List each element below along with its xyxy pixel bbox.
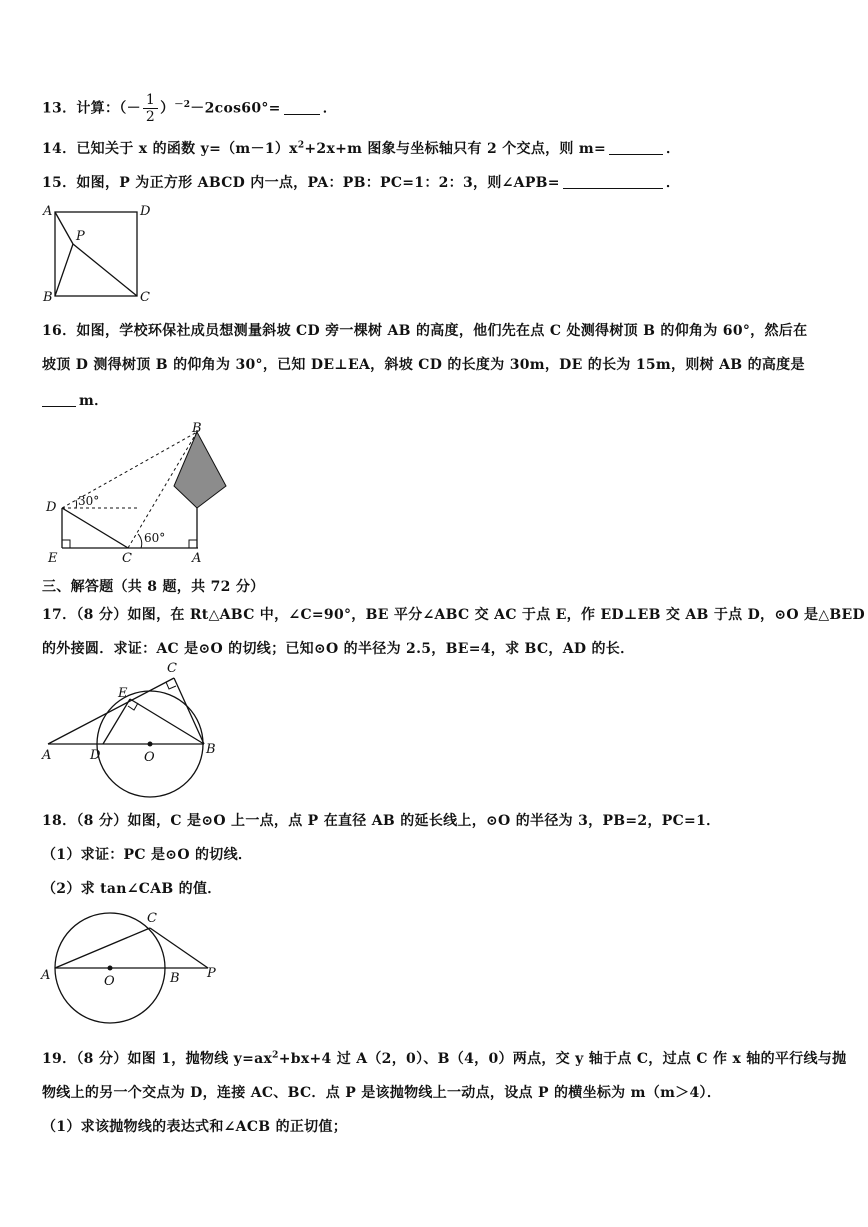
question-17-line-2: 的外接圆．求证：AC 是⊙O 的切线；已知⊙O 的半径为 2.5，BE=4，求 BC，AD 的长． <box>42 641 635 657</box>
q15-label-P: P <box>76 229 85 244</box>
question-19-line-2: 物线上的另一个交点为 D，连接 AC、BC．点 P 是该抛物线上一动点，设点 P 的横坐标为 m（m＞4）． <box>42 1085 722 1101</box>
q17-label-A: A <box>42 748 52 763</box>
question-19-sub-1: （1）求该抛物线的表达式和∠ACB 的正切值； <box>42 1119 348 1135</box>
question-18-sub-2: （2）求 tan∠CAB 的值． <box>42 881 222 897</box>
q16-label-D: D <box>46 500 57 515</box>
q17-label-C: C <box>167 661 177 676</box>
q16-label-E: E <box>48 551 58 566</box>
question-17-line-1: 17．（8 分）如图，在 Rt△ABC 中，∠C=90°，BE 平分∠ABC 交 AC 于点 E，作 ED⊥EB 交 AB 于点 D，⊙O 是△BED <box>42 607 865 623</box>
q18-label-C: C <box>147 911 157 926</box>
question-18-line-1: 18．（8 分）如图，C 是⊙O 上一点，点 P 在直径 AB 的延长线上，⊙O 的半径为 3，PB=2，PC=1． <box>42 813 721 829</box>
q15-label-A: A <box>43 204 53 219</box>
q17-circle-triangle-figure <box>40 658 240 776</box>
q18-label-B: B <box>170 971 180 986</box>
section-3-heading: 三、解答题（共 8 题，共 72 分） <box>42 579 265 595</box>
q16-label-B: B <box>192 421 202 436</box>
q18-circle-tangent-figure <box>40 905 240 1030</box>
answer-blank-14[interactable] <box>609 140 663 155</box>
answer-blank-15[interactable] <box>563 174 663 189</box>
question-13: 13．计算：（－ $\frac{1}{2}$ ）$^{-2}$－2cos60°= ． <box>42 92 338 125</box>
q16-label-C: C <box>122 551 132 566</box>
q17-label-D: D <box>90 748 101 763</box>
question-18-sub-1: （1）求证：PC 是⊙O 的切线． <box>42 847 253 863</box>
q15-square-figure <box>40 200 160 305</box>
answer-blank-16[interactable] <box>42 392 76 407</box>
question-14: 14．已知关于 x 的函数 $y=(m-1)x^2+2x+m$ 图象与坐标轴只有 2 个交点，则 m= ． <box>42 140 681 157</box>
q17-label-O: O <box>144 750 155 765</box>
q18-label-A: A <box>41 968 51 983</box>
question-15: 15．如图，P 为正方形 ABCD 内一点，PA：PB：PC=1：2：3，则∠APB= ． <box>42 175 681 191</box>
question-16-line-1: 16．如图，学校环保社成员想测量斜坡 CD 旁一棵树 AB 的高度，他们先在点 C 处测得树顶 B 的仰角为 60°，然后在 <box>42 323 808 339</box>
q17-label-E: E <box>118 686 128 701</box>
q18-label-O: O <box>104 974 115 989</box>
q16-label-A: A <box>192 551 202 566</box>
q16-angle-30: 30° <box>78 494 100 508</box>
q17-label-B: B <box>206 742 216 757</box>
q16-angle-60: 60° <box>144 531 166 545</box>
fraction-one-half: $\frac{1}{2}$ <box>143 92 158 125</box>
q16-slope-tree-figure <box>40 418 240 568</box>
question-16-line-2: 坡顶 D 测得树顶 B 的仰角为 30°，已知 DE⊥EA，斜坡 CD 的长度为 30m，DE 的长为 15m，则树 AB 的高度是 <box>42 357 805 373</box>
q15-label-C: C <box>140 290 150 305</box>
question-19-line-1: 19．（8 分）如图 1，抛物线 $y=ax^2+bx+4$ 过 A（2，0）、B（4，0）两点，交 y 轴于点 C，过点 C 作 x 轴的平行线与抛 <box>42 1050 847 1067</box>
q15-label-D: D <box>140 204 151 219</box>
q18-label-P: P <box>207 966 216 981</box>
q15-label-B: B <box>43 290 53 305</box>
answer-blank-13[interactable] <box>284 100 320 115</box>
question-16-line-3: m． <box>42 390 108 410</box>
